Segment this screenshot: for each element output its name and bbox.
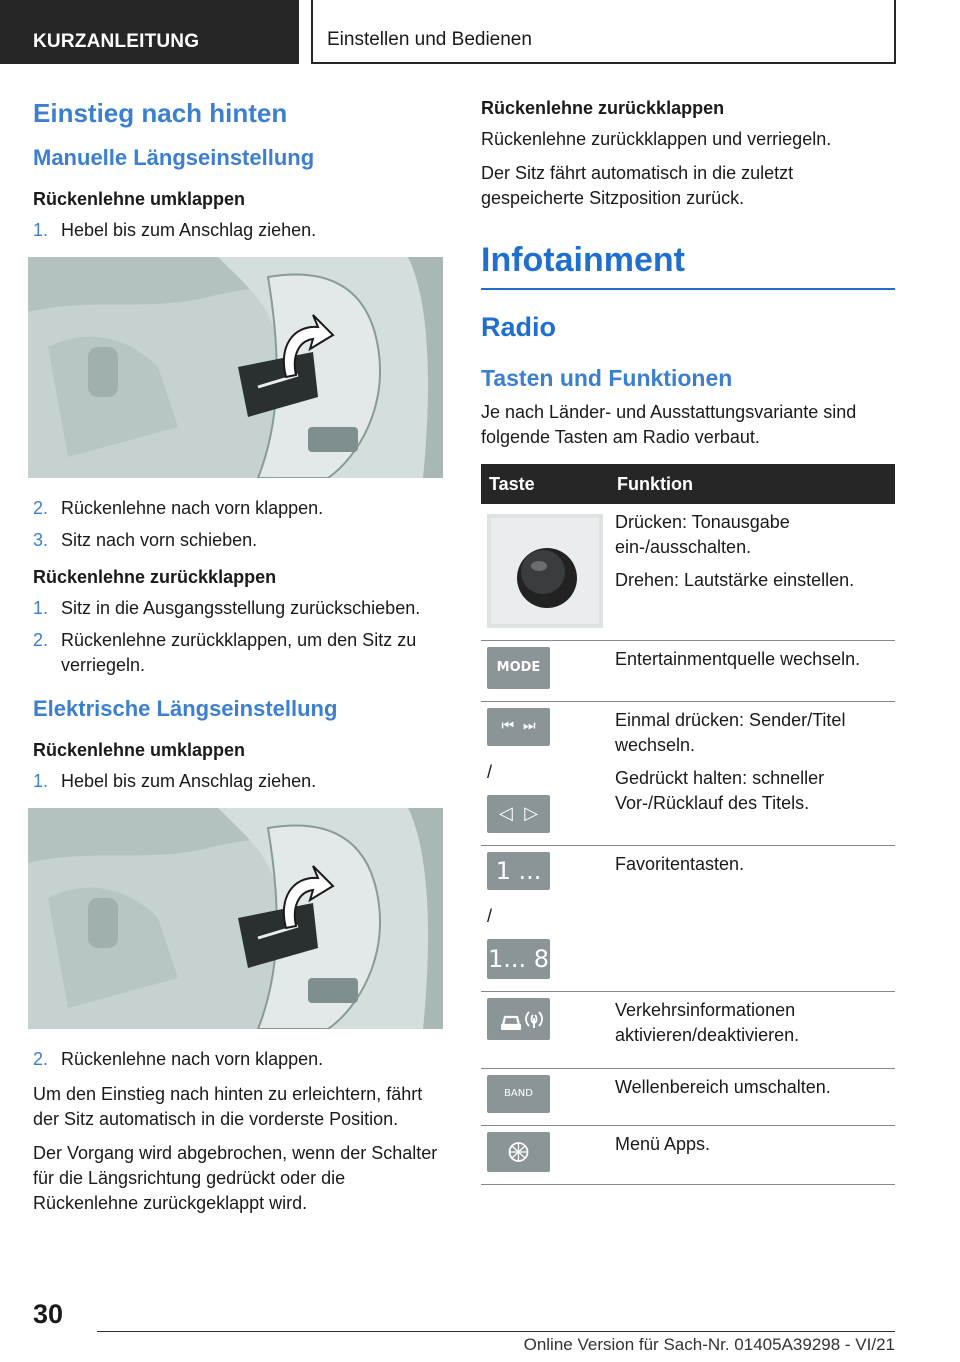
row3-text-2: Gedrückt halten: schneller Vor-/Rücklauf des Titels. [615, 768, 825, 813]
list-item: 2. Rückenlehne zurückklappen, um den Sitz zu verriegeln. [33, 630, 417, 675]
right-column [481, 98, 895, 1185]
table-header-row [481, 464, 895, 504]
table-row [481, 1069, 895, 1126]
section-title: Einstieg nach hinten [33, 98, 288, 128]
infotainment-title: Infotainment [481, 241, 895, 290]
chapter-label: Einstellen und Bedienen [311, 0, 896, 64]
fold-steps-b [33, 496, 444, 553]
back-paragraph-2: Der Sitz fährt automatisch in die zuletzt gespeicherte Sitzposition zurück. [481, 163, 794, 208]
table-row [481, 846, 895, 992]
electric-paragraph-1: Um den Einstieg nach hinten zu erleichtern, fährt der Sitz automatisch in die vorderste Position. [33, 1084, 423, 1129]
row1-text-1: Drücken: Tonausgabe ein-/ausschalten. [615, 512, 790, 557]
keys-table [481, 464, 895, 1185]
seat-lever-photo [28, 257, 443, 478]
manual-adjust-heading: Manuelle Längseinstellung [33, 145, 315, 170]
left-column [33, 98, 444, 1225]
keys-heading: Tasten und Funktionen [481, 365, 733, 391]
col-key-header: Taste [481, 464, 609, 504]
back-paragraph-1: Rückenlehne zurückklappen und verriegeln. [481, 129, 832, 149]
list-item: 2. Rückenlehne nach vorn klappen. [33, 498, 324, 518]
fold-title: Rückenlehne umklappen [33, 189, 246, 209]
traffic-info-icon [487, 998, 550, 1040]
back-title-right: Rückenlehne zurückklappen [481, 98, 725, 118]
row5-text: Verkehrsinformationen aktivieren/deaktivieren. [615, 1000, 800, 1045]
skip-track-buttons-icon: ⏮ ⏭ [487, 708, 550, 746]
table-row [481, 1126, 895, 1185]
table-row [481, 641, 895, 702]
electric-adjust-heading: Elektrische Längseinstellung [33, 696, 338, 721]
fold-steps-a [33, 218, 444, 243]
row1-text-2: Drehen: Lautstärke einstellen. [615, 570, 855, 590]
separator: / [487, 906, 493, 926]
row7-text: Menü Apps. [615, 1134, 711, 1154]
row6-text: Wellenbereich umschalten. [615, 1077, 831, 1097]
table-row [481, 992, 895, 1069]
row2-text: Entertainmentquelle wechseln. [615, 649, 861, 669]
band-button-icon: BAND [487, 1075, 550, 1113]
favorite-1-7-icon: 1 ... 7 [487, 852, 550, 890]
radio-title: Radio [481, 312, 557, 342]
back-steps [33, 596, 444, 678]
list-item: 1. Sitz in die Ausgangsstellung zurückschieben. [33, 598, 421, 618]
list-item: 1. Hebel bis zum Anschlag ziehen. [33, 220, 317, 240]
page-header [0, 0, 960, 66]
electric-steps-b [33, 1047, 444, 1072]
electric-fold-title: Rückenlehne umklappen [33, 740, 246, 760]
mode-button-icon: MODE [487, 647, 550, 689]
footer-divider [97, 1331, 895, 1332]
table-row [481, 504, 895, 641]
list-item: 2. Rückenlehne nach vorn klappen. [33, 1049, 324, 1069]
back-title: Rückenlehne zurückklappen [33, 567, 277, 587]
row3-text-1: Einmal drücken: Sender/Titel wechseln. [615, 710, 846, 755]
table-row [481, 702, 895, 846]
electric-paragraph-2: Der Vorgang wird abgebrochen, wenn der Schalter für die Längsrichtung gedrückt oder die Rückenlehne zurückgeklappt wird. [33, 1143, 438, 1213]
row4-text: Favoritentasten. [615, 854, 745, 874]
favorite-1-8-icon: 1... 8 [487, 939, 550, 979]
seek-arrows-icon: ◁ ▷ [487, 795, 550, 833]
page-number: 30 [33, 1299, 64, 1329]
list-item: 1. Hebel bis zum Anschlag ziehen. [33, 771, 317, 791]
section-label: KURZANLEITUNG [0, 0, 299, 64]
col-function-header: Funktion [609, 464, 895, 504]
apps-menu-icon [487, 1132, 550, 1172]
separator: / [487, 762, 493, 782]
keys-intro: Je nach Länder- und Ausstattungsvariante sind folgende Tasten am Radio verbaut. [481, 402, 857, 447]
electric-steps-a [33, 769, 444, 794]
volume-knob-icon [487, 514, 603, 628]
list-item: 3. Sitz nach vorn schieben. [33, 530, 258, 550]
footer-note: Online Version für Sach-Nr. 01405A39298 - VI/21 [523, 1335, 895, 1354]
seat-lever-photo-2 [28, 808, 443, 1029]
